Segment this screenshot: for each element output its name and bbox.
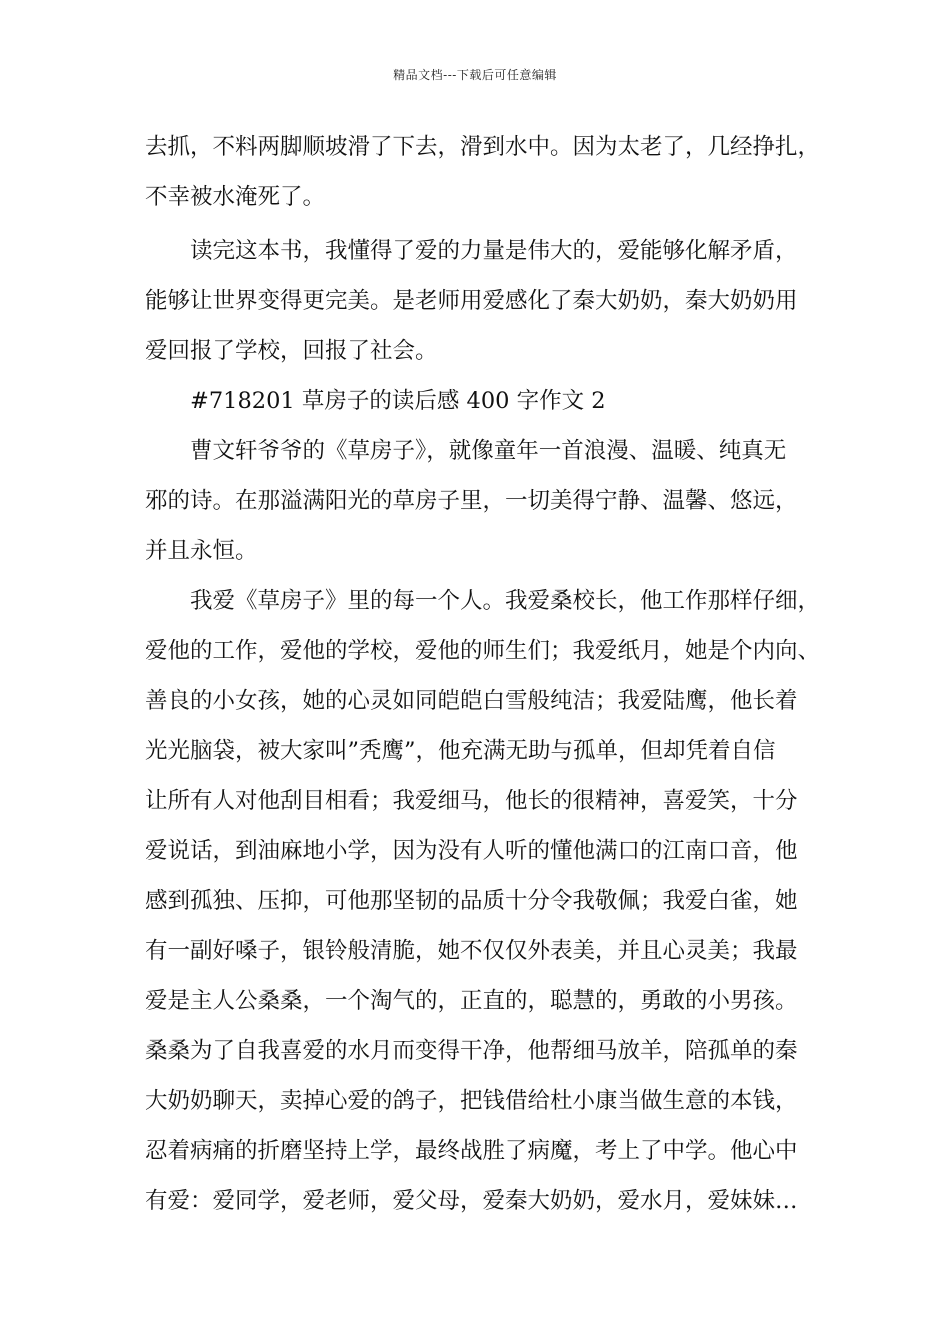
text-line-3: 读完这本书，我懂得了爱的力量是伟大的，爱能够化解矛盾， [190, 238, 798, 264]
text-line-15: 爱说话，到油麻地小学，因为没有人听的懂他满口的江南口音，他 [145, 838, 798, 864]
text-line-21: 忍着病痛的折磨坚持上学，最终战胜了病魔，考上了中学。他心中 [145, 1138, 798, 1164]
text-line-7: 曹文轩爷爷的《草房子》，就像童年一首浪漫、温暖、纯真无 [190, 438, 787, 464]
text-line-14: 让所有人对他刮目相看；我爱细马，他长的很精神，喜爱笑，十分 [145, 788, 798, 814]
page-header: 精品文档---下载后可任意编辑 [393, 68, 557, 82]
text-line-16: 感到孤独、压抑，可他那坚韧的品质十分令我敬佩；我爱白雀，她 [145, 888, 798, 914]
text-line-1: 去抓，不料两脚顺坡滑了下去，滑到水中。因为太老了，几经挣扎， [145, 134, 821, 160]
text-line-9: 并且永恒。 [145, 538, 258, 564]
text-line-20: 大奶奶聊天，卖掉心爱的鸽子，把钱借给杜小康当做生意的本钱， [145, 1088, 798, 1114]
text-line-18: 爱是主人公桑桑，一个淘气的，正直的，聪慧的，勇敢的小男孩。 [145, 988, 798, 1014]
text-line-4: 能够让世界变得更完美。是老师用爱感化了秦大奶奶，秦大奶奶用 [145, 288, 798, 314]
text-line-17: 有一副好嗓子，银铃般清脆，她不仅仅外表美，并且心灵美；我最 [145, 938, 798, 964]
text-line-10: 我爱《草房子》里的每一个人。我爱桑校长，他工作那样仔细， [190, 588, 821, 614]
text-line-2: 不幸被水淹死了。 [145, 184, 326, 210]
section-title: #718201 草房子的读后感 400 字作文 2 [190, 388, 606, 414]
text-line-5: 爱回报了学校，回报了社会。 [145, 338, 438, 364]
text-line-19: 桑桑为了自我喜爱的水月而变得干净，他帮细马放羊，陪孤单的秦 [145, 1038, 798, 1064]
text-line-22: 有爱：爱同学，爱老师，爱父母，爱秦大奶奶，爱水月，爱妹妹… [145, 1188, 798, 1214]
text-line-8: 邪的诗。在那溢满阳光的草房子里，一切美得宁静、温馨、悠远， [145, 488, 798, 514]
text-line-11: 爱他的工作，爱他的学校，爱他的师生们；我爱纸月，她是个内向、 [145, 638, 821, 664]
text-line-12: 善良的小女孩，她的心灵如同皑皑白雪般纯洁；我爱陆鹰，他长着 [145, 688, 798, 714]
text-line-13: 光光脑袋，被大家叫”秃鹰”，他充满无助与孤单，但却凭着自信 [145, 738, 776, 764]
